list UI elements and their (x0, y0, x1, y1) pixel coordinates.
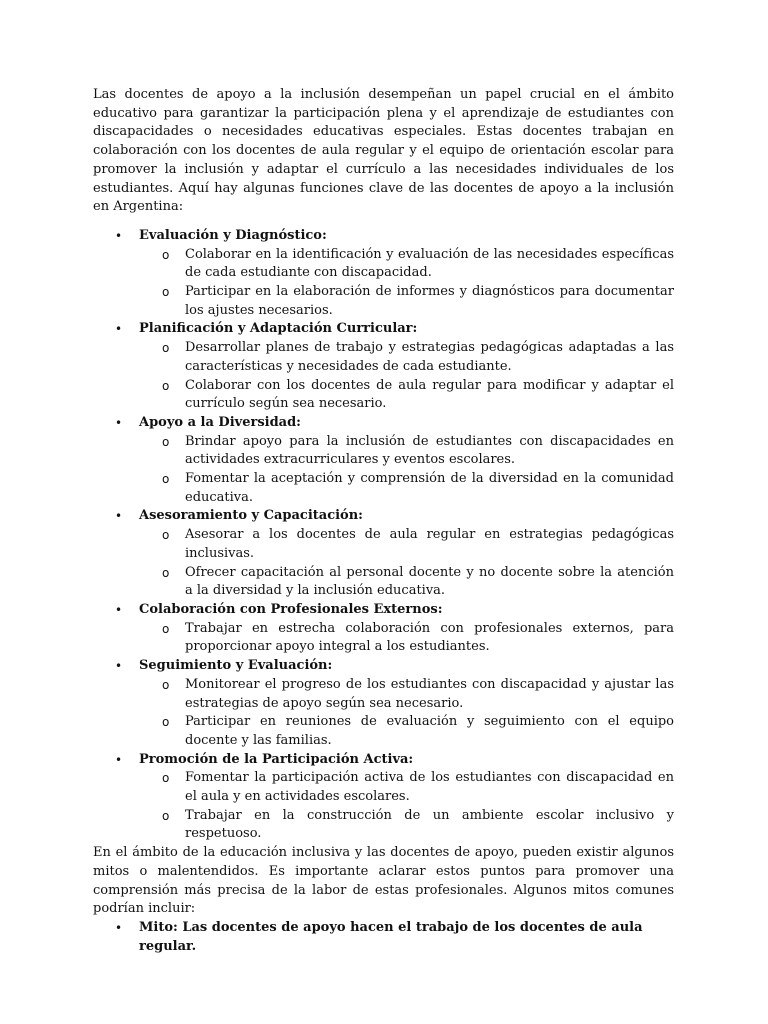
section-title: Evaluación y Diagnóstico: (139, 227, 327, 243)
sub-item (139, 283, 674, 320)
myths-list (93, 919, 674, 956)
circle-bullet-icon: o (162, 472, 170, 487)
circle-bullet-icon: o (162, 715, 170, 730)
sub-item-text: Trabajar en la construcción de un ambiente escolar inclusivo y respetuoso. (185, 807, 674, 842)
section-item (93, 507, 674, 601)
sub-item-text: Brindar apoyo para la inclusión de estudiantes con discapacidades en actividades extracurriculares y eventos escolares. (185, 433, 674, 468)
bullet-icon: • (115, 659, 123, 674)
sub-item (139, 246, 674, 283)
sub-item-text: Colaborar con los docentes de aula regular para modificar y adaptar el currículo según sea necesario. (185, 377, 674, 412)
section-item (93, 751, 674, 845)
sub-item-text: Ofrecer capacitación al personal docente y no docente sobre la atención a la diversidad y la inclusión educativa. (185, 564, 674, 599)
section-title: Apoyo a la Diversidad: (139, 414, 301, 430)
section-item (93, 657, 674, 751)
sub-item-text: Participar en la elaboración de informes y diagnósticos para documentar los ajustes necesarios. (185, 284, 674, 318)
sub-item (139, 526, 674, 563)
circle-bullet-icon: o (162, 771, 170, 786)
sub-list (139, 676, 674, 751)
sub-list (139, 620, 674, 657)
circle-bullet-icon: o (162, 621, 170, 636)
circle-bullet-icon: o (162, 247, 170, 262)
circle-bullet-icon: o (162, 285, 170, 300)
section-title: Promoción de la Participación Activa: (139, 751, 414, 767)
circle-bullet-icon: o (162, 565, 170, 580)
section-item (93, 601, 674, 657)
sub-list (139, 246, 674, 321)
sub-item-text: Monitorear el progreso de los estudiantes con discapacidad y ajustar las estrategias de apoyo según sea necesario. (185, 676, 674, 711)
sub-item-text: Colaborar en la identificación y evaluación de las necesidades específicas de cada estudiante con discapacidad. (185, 246, 674, 281)
circle-bullet-icon: o (162, 528, 170, 543)
bullet-icon: • (115, 415, 123, 430)
sub-item (139, 676, 674, 713)
sub-list (139, 433, 674, 508)
sub-item (139, 470, 674, 507)
circle-bullet-icon: o (162, 677, 170, 692)
functions-list (93, 227, 674, 844)
circle-bullet-icon: o (162, 378, 170, 393)
bullet-icon: • (115, 752, 123, 767)
section-item (93, 414, 674, 508)
sub-item-text: Desarrollar planes de trabajo y estrategias pedagógicas adaptadas a las características y necesidades de cada estudiante. (185, 340, 674, 374)
bullet-icon: • (115, 920, 123, 935)
myth-text: Mito: Las docentes de apoyo hacen el trabajo de los docentes de aula regular. (139, 919, 643, 954)
sub-item-text: Trabajar en estrecha colaboración con profesionales externos, para proporcionar apoyo integral a los estudiantes. (185, 620, 674, 655)
myth-item (93, 919, 674, 956)
circle-bullet-icon: o (162, 808, 170, 823)
section-title: Asesoramiento y Capacitación: (139, 508, 363, 524)
sub-item (139, 433, 674, 470)
sub-item-text: Fomentar la participación activa de los estudiantes con discapacidad en el aula y en actividades escolares. (185, 770, 674, 805)
sub-item-text: Asesorar a los docentes de aula regular en estrategias pedagógicas inclusivas. (185, 527, 674, 561)
sub-item (139, 769, 674, 806)
sub-item (139, 377, 674, 414)
sub-list (139, 769, 674, 844)
section-title: Colaboración con Profesionales Externos: (139, 601, 443, 617)
section-item (93, 227, 674, 321)
sub-item (139, 620, 674, 657)
sub-list (139, 339, 674, 414)
bullet-icon: • (115, 509, 123, 524)
bullet-icon: • (115, 228, 123, 243)
myths-paragraph: En el ámbito de la educación inclusiva y las docentes de apoyo, pueden existir algunos mitos o malentendidos. Es importante aclarar estos puntos para promover una comprensión más precisa de la labor de estas profesionales. Algunos mitos comunes podrían incluir: (93, 845, 674, 917)
sub-item-text: Fomentar la aceptación y comprensión de la diversidad en la comunidad educativa. (185, 471, 674, 505)
bullet-icon: • (115, 602, 123, 617)
section-title: Seguimiento y Evaluación: (139, 658, 333, 674)
sub-item (139, 339, 674, 376)
intro-paragraph: Las docentes de apoyo a la inclusión desempeñan un papel crucial en el ámbito educativo para garantizar la participación plena y el aprendizaje de estudiantes con discapacidades o necesidades educativas especiales. Estas docentes trabajan en colaboración con los docentes de aula regular y el equipo de orientación escolar para promover la inclusión y adaptar el currículo a las necesidades individuales de los estudiantes. Aquí hay algunas funciones clave de las docentes de apoyo a la inclusión en Argentina: (93, 87, 674, 215)
sub-item-text: Participar en reuniones de evaluación y seguimiento con el equipo docente y las familias. (185, 714, 674, 748)
sub-item (139, 713, 674, 750)
section-item (93, 320, 674, 414)
circle-bullet-icon: o (162, 434, 170, 449)
sub-item (139, 807, 674, 844)
sub-list (139, 526, 674, 601)
sub-item (139, 564, 674, 601)
bullet-icon: • (115, 322, 123, 337)
circle-bullet-icon: o (162, 341, 170, 356)
section-title: Planificación y Adaptación Curricular: (139, 321, 418, 337)
